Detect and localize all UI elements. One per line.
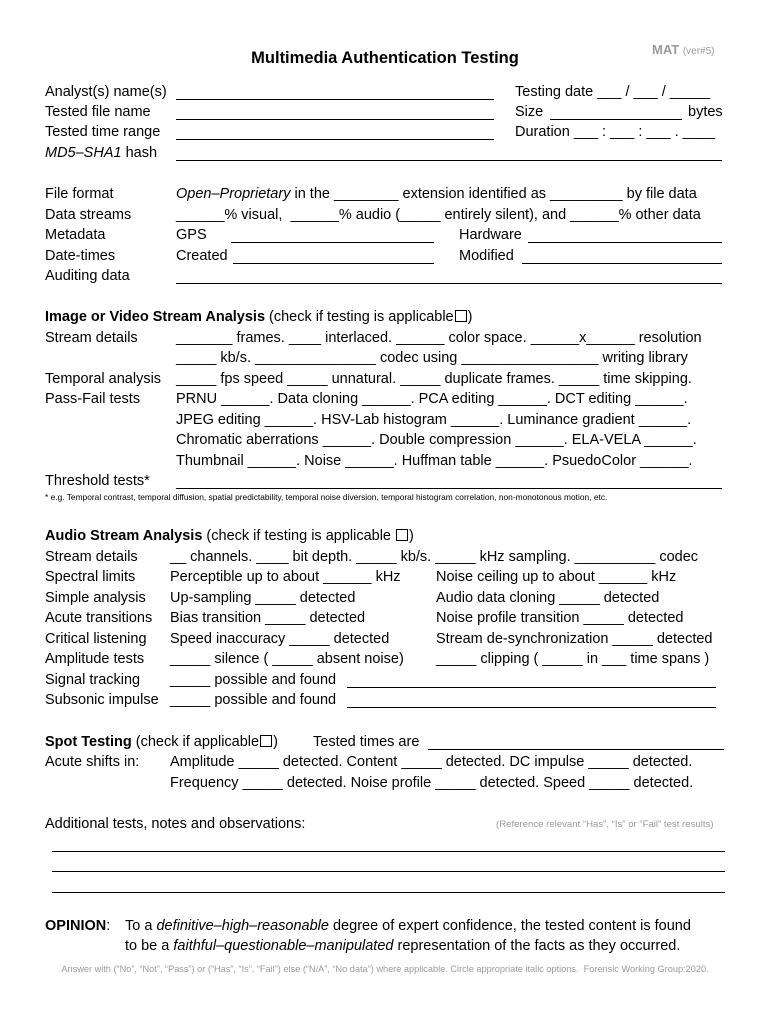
clipping-field[interactable]: _____ clipping ( _____ in ___ time spans ) (436, 651, 710, 667)
modified-field[interactable] (522, 263, 722, 264)
confidence-options[interactable]: definitive–high–reasonable (156, 918, 329, 934)
gps-field[interactable] (231, 242, 434, 243)
hash-algos: MD5–SHA1 (45, 145, 122, 161)
file-format-label: File format (45, 186, 114, 202)
speed-inaccuracy-field[interactable]: Speed inaccuracy _____ detected (170, 631, 390, 647)
form-version (652, 42, 715, 57)
audio-label-spectral: Spectral limits (45, 569, 136, 585)
audio-heading-close: ) (409, 528, 414, 544)
notes-line-2[interactable] (52, 871, 725, 872)
temporal-label: Temporal analysis (45, 371, 162, 387)
modified-label: Modified (459, 248, 514, 264)
created-field[interactable] (233, 263, 434, 264)
image-heading-rest: (check if testing is applicable (265, 309, 454, 325)
testing-date-field[interactable]: Testing date ___ / ___ / _____ (515, 84, 711, 100)
threshold-footnote: * e.g. Temporal contrast, temporal diffusion, spatial predictability, temporal noise diversion, temporal histogram correlation, non-monotonous motion, etc. (45, 492, 608, 502)
stream-details-line1[interactable]: _______ frames. ____ interlaced. ______ color space. ______x______ resolution (176, 330, 702, 346)
bias-transition-field[interactable]: Bias transition _____ detected (170, 610, 366, 626)
audio-heading-rest: (check if testing is applicable (202, 528, 396, 544)
spot-heading-rest: (check if applicable (131, 734, 260, 750)
tested-times-label: Tested times are (313, 734, 420, 750)
opinion-line2 (125, 938, 680, 955)
image-applicable-checkbox[interactable] (455, 310, 467, 322)
tested-time-field[interactable] (176, 139, 494, 140)
acute-shifts-label: Acute shifts in: (45, 754, 140, 770)
passfail-line4[interactable]: Thumbnail ______. Noise ______. Huffman table ______. PsuedoColor ______. (176, 453, 693, 469)
subsonic-line[interactable] (347, 707, 716, 708)
audio-cloning-field[interactable]: Audio data cloning _____ detected (436, 590, 660, 606)
notes-line-1[interactable] (52, 851, 725, 852)
opinion-text-3: to be a (125, 938, 174, 954)
image-heading-close: ) (467, 309, 473, 325)
tested-file-label: Tested file name (45, 104, 151, 120)
opinion-text-4: representation of the facts as they occurred. (393, 938, 681, 954)
tested-time-label: Tested time range (45, 124, 161, 140)
tested-times-field[interactable] (428, 749, 724, 750)
image-section-heading (45, 309, 472, 326)
format-options: Open–Proprietary (176, 186, 291, 202)
analyst-label: Analyst(s) name(s) (45, 84, 167, 100)
auditing-field[interactable] (176, 283, 722, 284)
audio-stream-field[interactable]: __ channels. ____ bit depth. _____ kb/s. _____ kHz sampling. __________ codec (170, 549, 699, 565)
audio-applicable-checkbox[interactable] (396, 529, 408, 541)
spot-heading-bold: Spot Testing (45, 734, 132, 750)
opinion-label (45, 918, 110, 935)
mat-label: MAT (652, 42, 680, 57)
opinion-text-2: degree of expert confidence, the tested content is found (328, 918, 691, 934)
image-heading-bold: Image or Video Stream Analysis (45, 309, 266, 325)
desync-field[interactable]: Stream de-synchronization _____ detected (436, 631, 713, 647)
datetimes-label: Date-times (45, 248, 116, 264)
opinion-word: OPINION (45, 918, 107, 934)
opinion-line1 (125, 918, 691, 935)
tested-file-field[interactable] (176, 119, 494, 120)
file-format-field[interactable] (176, 186, 697, 203)
size-unit: bytes (688, 104, 723, 120)
passfail-label: Pass-Fail tests (45, 391, 141, 407)
analyst-field[interactable] (176, 99, 494, 100)
size-label: Size (515, 104, 544, 120)
audio-label-stream: Stream details (45, 549, 138, 565)
stream-details-line2[interactable]: _____ kb/s. _______________ codec using _________________ writing library (176, 350, 688, 366)
version-label: (ver#5) (682, 46, 715, 57)
signal-tracking-line[interactable] (347, 687, 716, 688)
auditing-label: Auditing data (45, 268, 130, 284)
audio-label-simple: Simple analysis (45, 590, 146, 606)
spectral-perceptible-field[interactable]: Perceptible up to about ______ kHz (170, 569, 401, 585)
passfail-line1[interactable]: PRNU ______. Data cloning ______. PCA editing ______. DCT editing ______. (176, 391, 688, 407)
hash-word: hash (121, 145, 158, 161)
footer-instructions: Answer with (“No”, “Not”, “Pass”) or (“Has”, “Is”, “Fail”) else (“N/A”, “No data”) where applicable. Circle appropriate italic options. Forensic Working Group:2020. (61, 964, 709, 974)
hardware-label: Hardware (459, 227, 522, 243)
acute-shifts-line2[interactable]: Frequency _____ detected. Noise profile _____ detected. Speed _____ detected. (170, 775, 694, 791)
created-label: Created (176, 248, 228, 264)
notes-line-3[interactable] (52, 892, 725, 893)
threshold-label: Threshold tests* (45, 473, 150, 489)
size-field[interactable] (550, 119, 682, 120)
threshold-field[interactable] (176, 488, 722, 489)
gps-label: GPS (176, 227, 207, 243)
hash-field[interactable] (176, 160, 722, 161)
audio-section-heading (45, 528, 414, 545)
signal-tracking-field[interactable]: _____ possible and found (170, 672, 337, 688)
passfail-line3[interactable]: Chromatic aberrations ______. Double compression ______. ELA-VELA ______. (176, 432, 697, 448)
data-streams-label: Data streams (45, 207, 132, 223)
stream-details-label: Stream details (45, 330, 138, 346)
representation-options[interactable]: faithful–questionable–manipulated (173, 938, 394, 954)
format-rest: in the ________ extension identified as _________ by file data (290, 186, 697, 202)
audio-label-signal: Signal tracking (45, 672, 141, 688)
data-streams-field[interactable]: ______% visual, ______% audio (_____ entirely silent), and ______% other data (176, 207, 701, 223)
hardware-field[interactable] (528, 242, 722, 243)
audio-heading-bold: Audio Stream Analysis (45, 528, 203, 544)
duration-field[interactable]: Duration ___ : ___ : ___ . ____ (515, 124, 715, 140)
opinion-text-1: To a (125, 918, 157, 934)
page-title: Multimedia Authentication Testing (251, 49, 519, 67)
passfail-line2[interactable]: JPEG editing ______. HSV-Lab histogram ______. Luminance gradient ______. (176, 412, 692, 428)
temporal-field[interactable]: _____ fps speed _____ unnatural. _____ duplicate frames. _____ time skipping. (176, 371, 692, 387)
noise-profile-transition-field[interactable]: Noise profile transition _____ detected (436, 610, 684, 626)
audio-label-subsonic: Subsonic impulse (45, 692, 159, 708)
acute-shifts-line1[interactable]: Amplitude _____ detected. Content _____ detected. DC impulse _____ detected. (170, 754, 693, 770)
silence-field[interactable]: _____ silence ( _____ absent noise) (170, 651, 404, 667)
audio-label-amplitude: Amplitude tests (45, 651, 145, 667)
spot-applicable-checkbox[interactable] (260, 735, 272, 747)
upsampling-field[interactable]: Up-sampling _____ detected (170, 590, 356, 606)
audio-label-critical: Critical listening (45, 631, 147, 647)
subsonic-field[interactable]: _____ possible and found (170, 692, 337, 708)
spot-section-heading (45, 734, 278, 751)
hash-label (45, 145, 157, 162)
metadata-label: Metadata (45, 227, 106, 243)
audio-label-acute: Acute transitions (45, 610, 153, 626)
opinion-colon: : (106, 918, 111, 934)
additional-note: (Reference relevant “Has”, “Is” or “Fail” test results) (496, 819, 714, 830)
additional-label: Additional tests, notes and observations: (45, 816, 306, 832)
spot-heading-close: ) (273, 734, 278, 750)
spectral-noise-field[interactable]: Noise ceiling up to about ______ kHz (436, 569, 677, 585)
